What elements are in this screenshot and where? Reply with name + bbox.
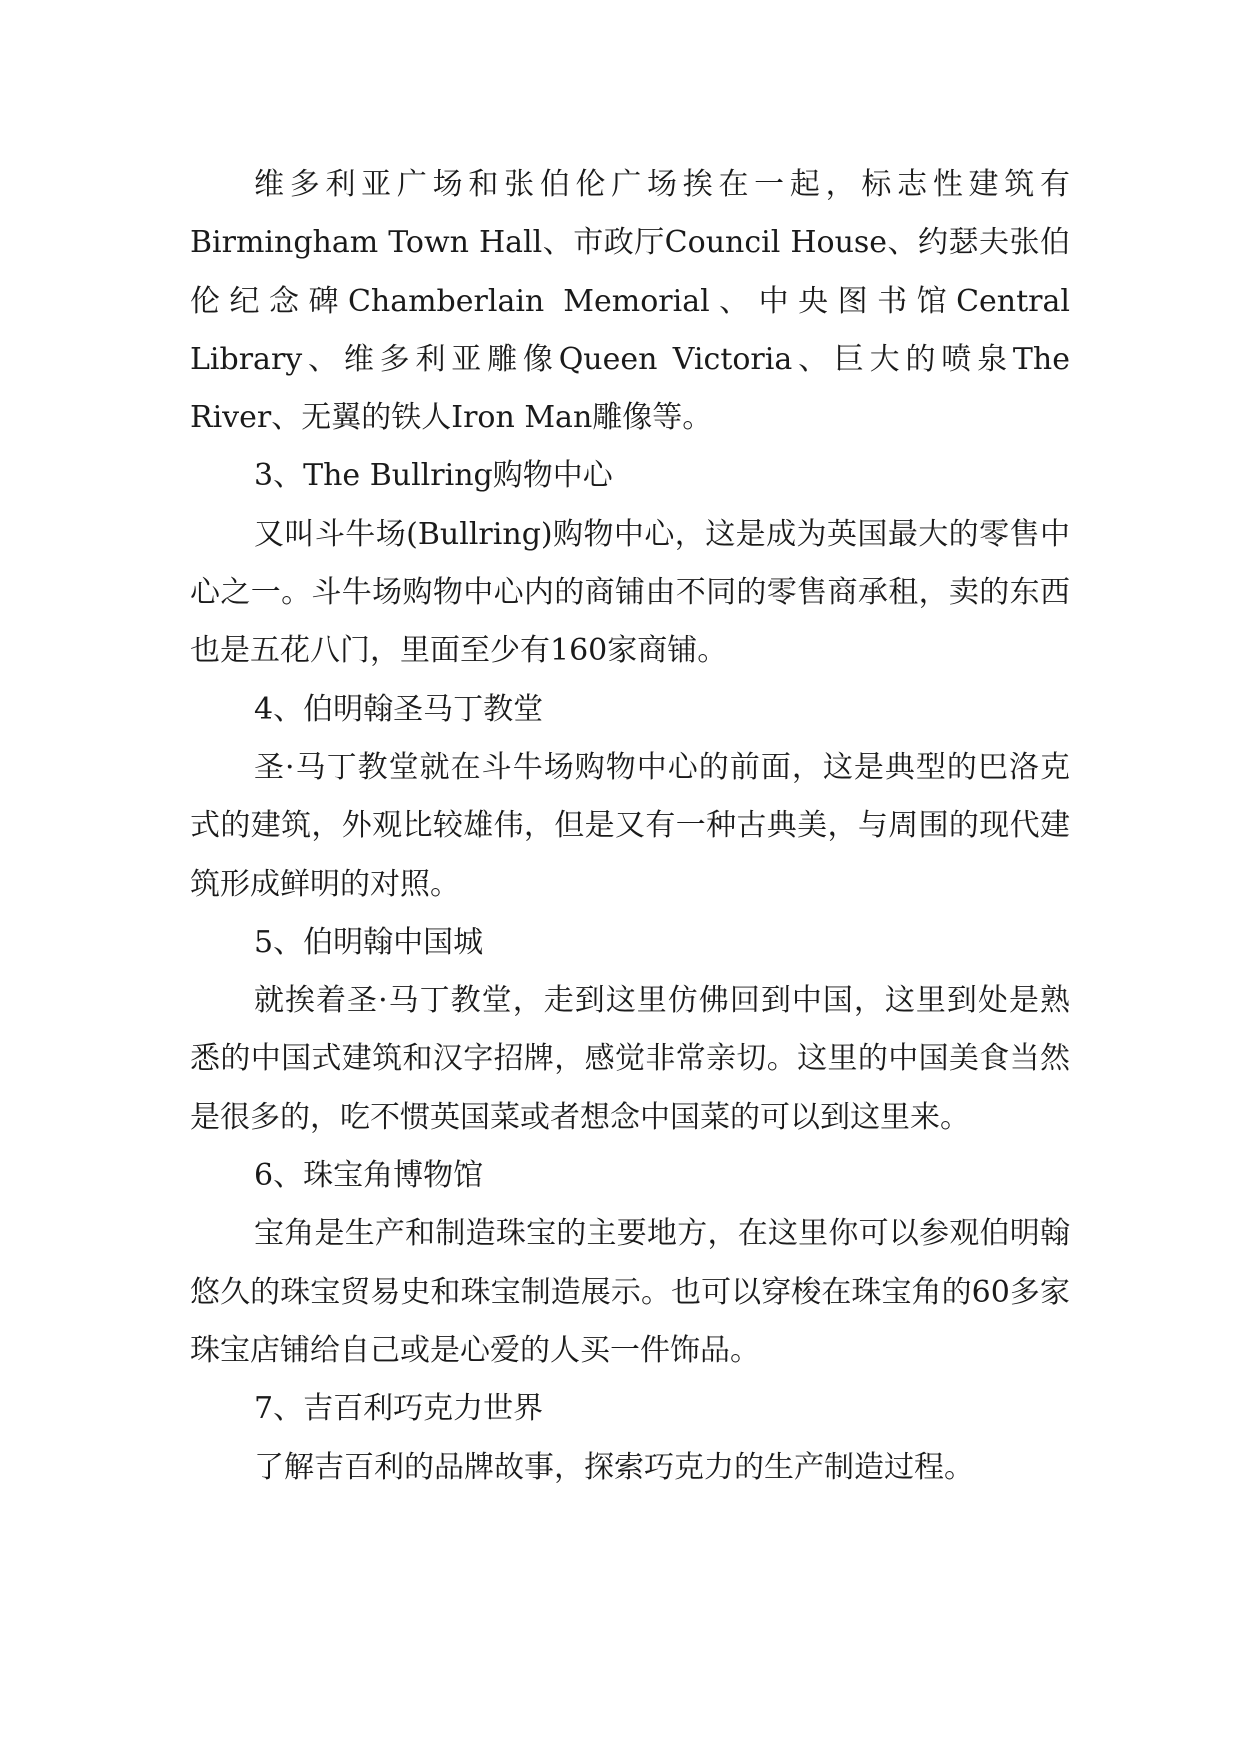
heading-st-martin: 4、伯明翰圣马丁教堂 — [254, 691, 544, 727]
paragraph-cadbury-world: 了解吉百利的品牌故事，探索巧克力的生产制造过程。 — [254, 1449, 974, 1485]
document-body — [190, 156, 1070, 1497]
paragraph-victoria-square: 维多利亚广场和张伯伦广场挨在一起，标志性建筑有Birmingham Town Hall、市政厅Council House、约瑟夫张伯伦纪念碑Chamberlain Memorial、中央图书馆Central Library、维多利亚雕像Queen Victoria、巨大的喷泉The River、无翼的铁人Iron Man雕像等。 — [190, 167, 1070, 436]
heading-chinatown: 5、伯明翰中国城 — [254, 924, 484, 960]
heading-jewellery-quarter: 6、珠宝角博物馆 — [254, 1158, 484, 1194]
paragraph-bullring: 又叫斗牛场(Bullring)购物中心，这是成为英国最大的零售中心之一。斗牛场购物中心内的商铺由不同的零售商承租，卖的东西也是五花八门，里面至少有160家商铺。 — [190, 516, 1070, 669]
heading-cadbury-world: 7、吉百利巧克力世界 — [254, 1391, 544, 1427]
paragraph-st-martin: 圣·马丁教堂就在斗牛场购物中心的前面，这是典型的巴洛克式的建筑，外观比较雄伟，但是又有一种古典美，与周围的现代建筑形成鲜明的对照。 — [190, 749, 1070, 902]
paragraph-chinatown: 就挨着圣·马丁教堂，走到这里仿佛回到中国，这里到处是熟悉的中国式建筑和汉字招牌，感觉非常亲切。这里的中国美食当然是很多的，吃不惯英国菜或者想念中国菜的可以到这里来。 — [190, 983, 1070, 1135]
heading-bullring: 3、The Bullring购物中心 — [254, 458, 613, 494]
paragraph-jewellery-quarter: 宝角是生产和制造珠宝的主要地方，在这里你可以参观伯明翰悠久的珠宝贸易史和珠宝制造展示。也可以穿梭在珠宝角的60多家珠宝店铺给自己或是心爱的人买一件饰品。 — [190, 1216, 1070, 1368]
